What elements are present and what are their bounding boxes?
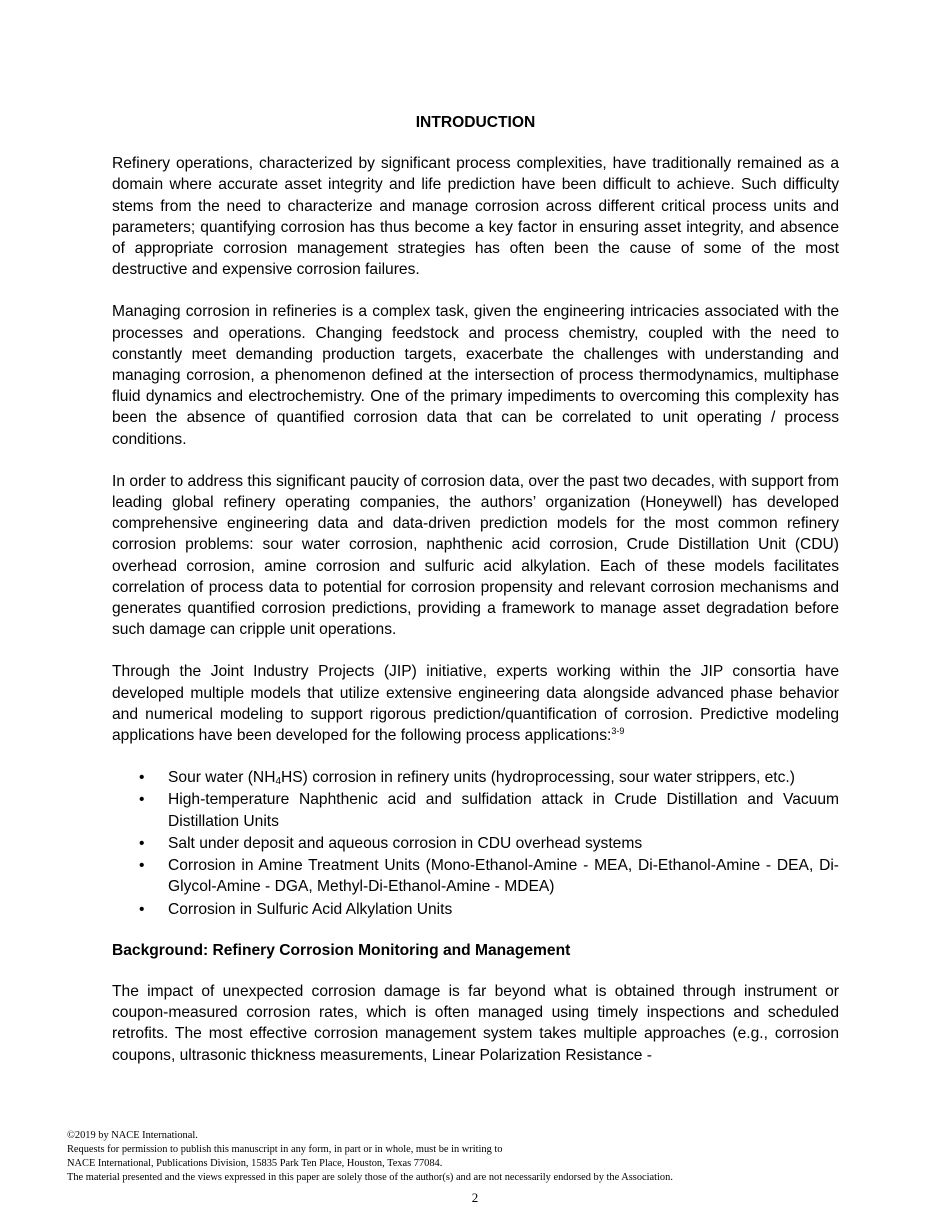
list-item xyxy=(112,899,839,920)
bullet-icon: • xyxy=(139,791,145,809)
bullet-icon: • xyxy=(139,900,145,918)
background-heading: Background: Refinery Corrosion Monitoring and Management xyxy=(112,941,571,959)
list-item xyxy=(112,833,839,854)
bullet-icon: • xyxy=(139,857,145,875)
main-text xyxy=(112,112,839,1087)
background-paragraph: The impact of unexpected corrosion damage is far beyond what is obtained through instrument or coupon-measured corrosion rates, which is often managed using timely inspections and scheduled retrofits. The most effective corrosion management system takes multiple approaches (e.g., corrosion coupons, ultrasonic thickness measurements, Linear Polarization Resistance - xyxy=(112,982,839,1064)
bullet-text: High-temperature Naphthenic acid and sulfidation attack in Crude Distillation and Vacuum Distillation Units xyxy=(168,791,839,830)
footer xyxy=(67,1129,887,1185)
list-item xyxy=(112,855,839,897)
introduction-heading: INTRODUCTION xyxy=(415,114,536,131)
address-line: NACE International, Publications Division, 15835 Park Ten Place, Houston, Texas 77084. xyxy=(67,1158,443,1169)
bullet-text: Salt under deposit and aqueous corrosion in CDU overhead systems xyxy=(168,834,643,852)
copyright-line: ©2019 by NACE International. xyxy=(67,1130,198,1141)
jip-paragraph-text: Through the Joint Industry Projects (JIP) initiative, experts working within the JIP consortia have developed multiple models that utilize extensive engineering data alongside advanced phase behavior and numerical modeling to support rigorous prediction/quantification of corrosion. Predictive modeling applications have been developed for the following process applications: xyxy=(112,663,839,745)
subscript: 4 xyxy=(275,776,282,788)
disclaimer-line: The material presented and the views expressed in this paper are solely those of the author(s) and are not necessarily endorsed by the Association. xyxy=(67,1172,673,1183)
bullet-icon: • xyxy=(139,769,145,787)
bullet-text-post: HS) corrosion in refinery units (hydroprocessing, sour water strippers, etc.) xyxy=(281,769,795,787)
bullet-icon: • xyxy=(139,834,145,852)
intro-paragraph-3: In order to address this significant paucity of corrosion data, over the past two decades, with support from leading global refinery operating companies, the authors’ organization (Honeywell) has developed comprehensive engineering data and data-driven prediction models for the most common refinery corrosion problems: sour water corrosion, naphthenic acid corrosion, Crude Distillation Unit (CDU) overhead corrosion, amine corrosion and sulfuric acid alkylation. Each of these models facilitates correlation of process data to potential for corrosion propensity and relevant corrosion mechanisms and generates quantified corrosion predictions, providing a framework to manage asset degradation before such damage can cripple unit operations. xyxy=(112,472,839,639)
list-item xyxy=(112,767,839,788)
reference-superscript: 3-9 xyxy=(611,726,625,737)
applications-list xyxy=(112,767,839,919)
list-item xyxy=(112,789,839,831)
permission-line: Requests for permission to publish this manuscript in any form, in part or in whole, must be in writing to xyxy=(67,1144,503,1155)
bullet-text: Corrosion in Amine Treatment Units (Mono-Ethanol-Amine - MEA, Di-Ethanol-Amine - DEA, Di-Glycol-Amine - DGA, Methyl-Di-Ethanol-Amine - MDEA) xyxy=(168,857,839,896)
page-number: 2 xyxy=(471,1190,479,1205)
jip-paragraph xyxy=(112,661,839,746)
intro-paragraph-1: Refinery operations, characterized by significant process complexities, have traditionally remained as a domain where accurate asset integrity and life prediction have been difficult to achieve. Such difficulty stems from the need to characterize and manage corrosion across different critical process units and parameters; quantifying corrosion has thus become a key factor in ensuring asset integrity, and absence of appropriate corrosion management strategies has often been the cause of some of the most destructive and expensive corrosion failures. xyxy=(112,155,839,279)
intro-paragraph-2: Managing corrosion in refineries is a complex task, given the engineering intricacies associated with the processes and operations. Changing feedstock and process chemistry, coupled with the need to constantly meet demanding production targets, exacerbate the challenges with understanding and managing corrosion, a phenomenon defined at the intersection of process thermodynamics, multiphase fluid dynamics and electrochemistry. One of the primary impediments to overcoming this complexity has been the absence of quantified corrosion data that can be correlated to unit operating / process conditions. xyxy=(112,303,839,448)
bullet-text-pre: Sour water (NH xyxy=(168,769,276,787)
bullet-text: Corrosion in Sulfuric Acid Alkylation Units xyxy=(168,900,453,918)
